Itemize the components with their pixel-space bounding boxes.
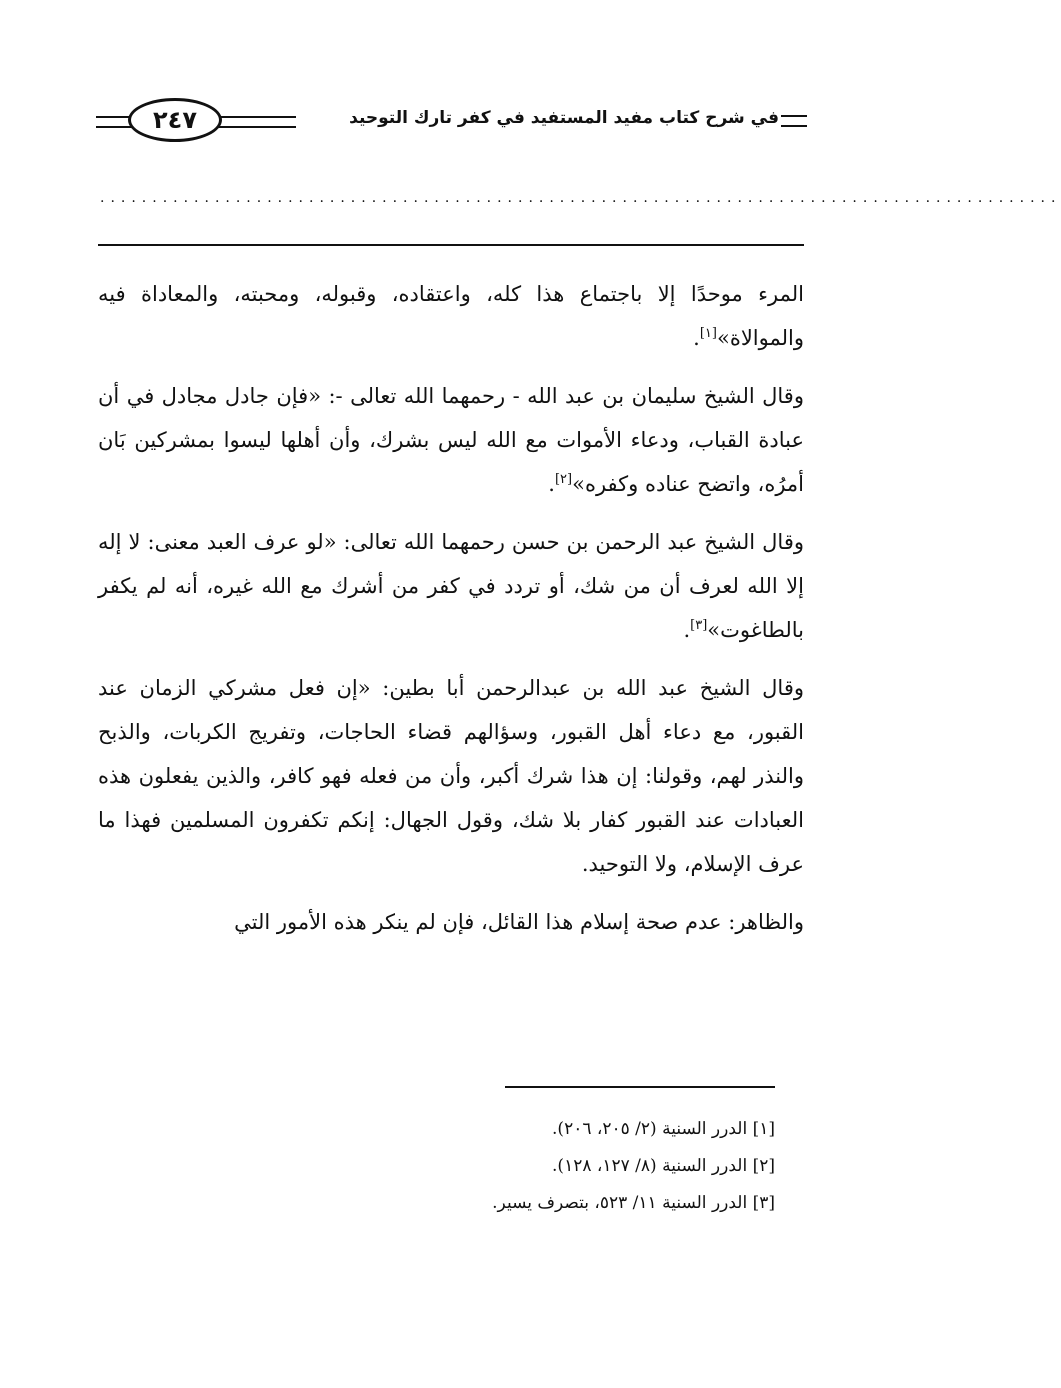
footnote-3: [٣] الدرر السنية ١١/ ٥٢٣، بتصرف يسير.: [492, 1193, 775, 1213]
page-number: ٢٤٧: [153, 106, 197, 134]
paragraph-1: المرء موحدًا إلا باجتماع هذا كله، واعتقاده، وقبوله، ومحبته، والمعاداة فيه والموالاة»[١].: [98, 282, 804, 350]
paragraph-2: وقال الشيخ سليمان بن عبد الله - رحمهما الله تعالى -: «فإن جادل مجادل في أن عبادة القباب، ودعاء الأموات مع الله ليس بشرك، وأن أهلها ليسوا بمشركين بَان أمرُه، واتضح عناده وكفره»[٢].: [98, 384, 804, 496]
main-text: [98, 272, 804, 958]
paragraph-5: والظاهر: عدم صحة إسلام هذا القائل، فإن لم ينكر هذه الأمور التي: [234, 910, 804, 934]
running-header-title: في شرح كتاب مفيد المستفيد في كفر تارك التوحيد: [349, 108, 779, 128]
paragraph-4: وقال الشيخ عبد الله بن عبدالرحمن أبا بطين: «إن فعل مشركي الزمان عند القبور، مع دعاء أهل القبور، وسؤالهم قضاء الحاجات، وتفريج الكربات، والذبح والنذر لهم، وقولنا: إن هذا شرك أكبر، وأن من فعله فهو كافر، والذين يفعلون هذه العبادات عند القبور كفار بلا شك، وقول الجهال: إنكم تكفرون المسلمين فهذا ما عرف الإسلام، ولا التوحيد.: [98, 676, 804, 876]
footnote-2: [٢] الدرر السنية (٨/ ١٢٧، ١٢٨).: [552, 1156, 775, 1176]
page-number-badge: [128, 98, 222, 142]
dotted-separator: ............................................................................................: [100, 190, 1061, 206]
footnote-divider: [505, 1086, 775, 1088]
footnote-1: [١] الدرر السنية (٢/ ٢٠٥، ٢٠٦).: [552, 1119, 775, 1139]
header-title-rule: [781, 115, 807, 127]
footnote-ref-3: [٣]: [690, 618, 708, 633]
footnotes: [175, 1112, 775, 1223]
paragraph-3: وقال الشيخ عبد الرحمن بن حسن رحمهما الله تعالى: «لو عرف العبد معنى: لا إله إلا الله لعرف أن من شك، أو تردد في كفر من أشرك مع الله غيره، أنه لم يكفر بالطاغوت»[٣].: [98, 530, 804, 642]
footnote-ref-2: [٢]: [554, 472, 573, 487]
footnote-ref-1: [١]: [699, 326, 717, 341]
header-divider: [98, 244, 804, 246]
